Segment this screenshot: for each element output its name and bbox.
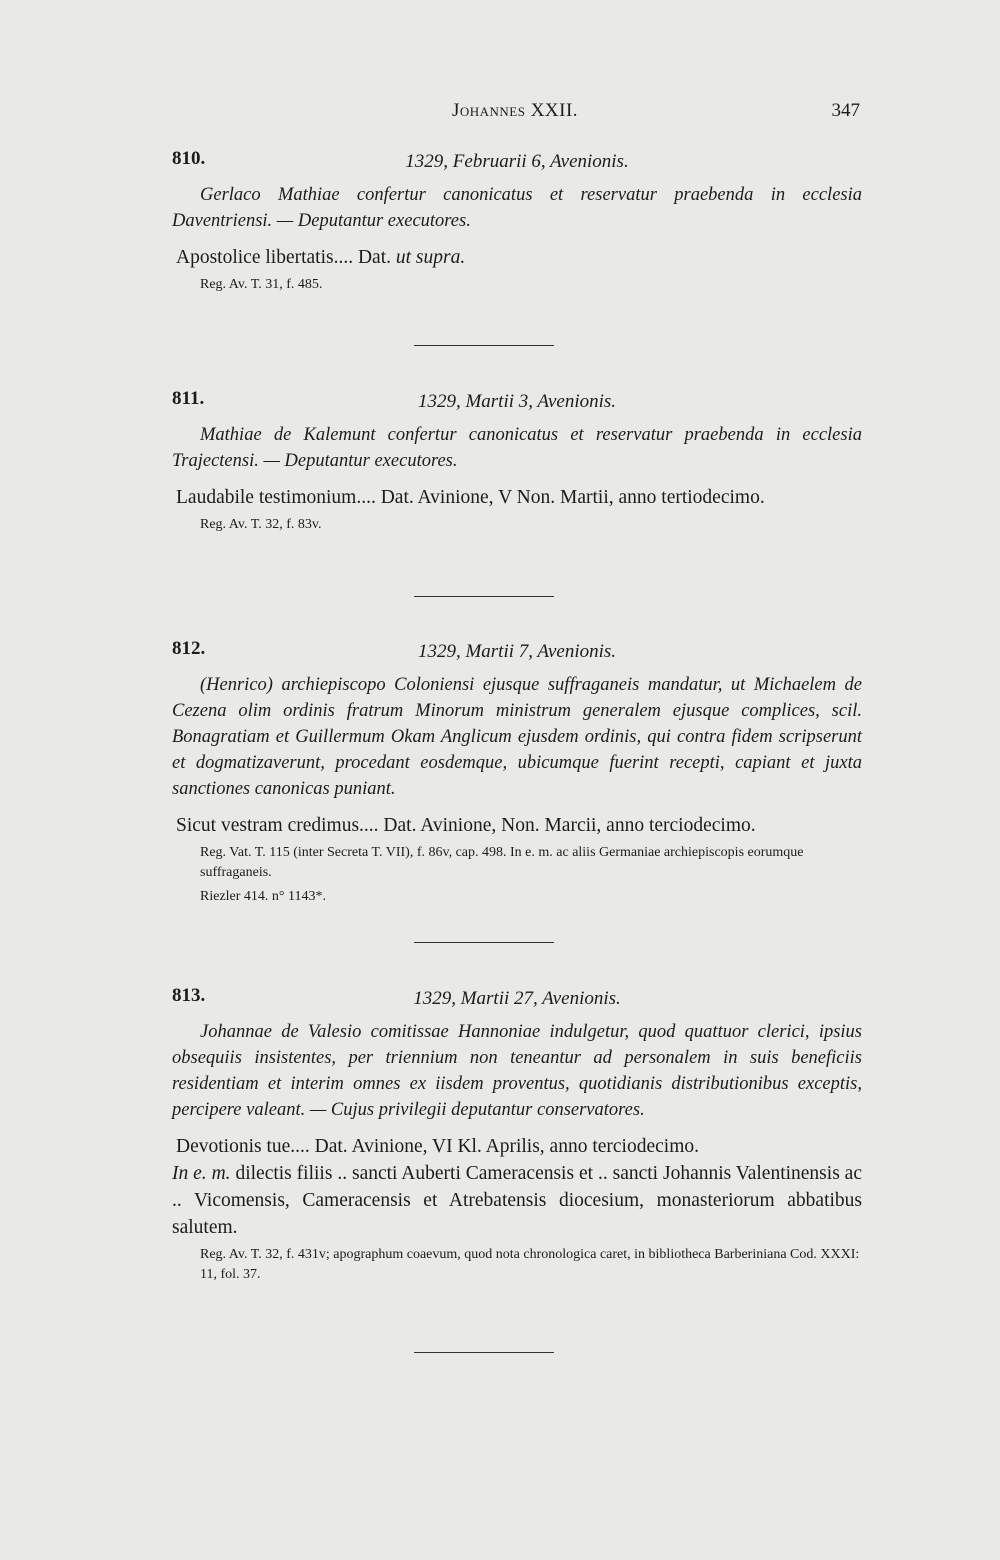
incipit-text: Devotionis tue.... Dat. Avinione, VI Kl. Aprilis, anno terciodecimo. — [176, 1136, 699, 1157]
entry-813 — [172, 985, 862, 1285]
entry-number: 813. — [172, 985, 206, 1006]
entry-reference: Reg. Av. T. 31, f. 485. — [200, 277, 323, 292]
incipit-text: Laudabile testimonium.... Dat. Avinione, V Non. Martii, anno tertiodecimo. — [176, 487, 765, 508]
running-header — [170, 100, 860, 130]
entry-date: 1329, Martii 27, Avenionis. — [413, 988, 621, 1009]
entry-incipit — [172, 812, 862, 839]
entry-812 — [172, 638, 862, 907]
entry-number: 812. — [172, 638, 206, 659]
entry-reference: Reg. Vat. T. 115 (inter Secreta T. VII), f. 86v, cap. 498. In e. m. ac aliis Germaniae archiepiscopis eorumque suffraganeis. — [200, 845, 804, 880]
separator-rule — [414, 596, 554, 597]
running-title-name: Johannes — [451, 100, 526, 121]
entry-summary: (Henrico) archiepiscopo Coloniensi ejusque suffraganeis mandatur, ut Michaelem de Cezena olim ordinis fratrum Minorum ministrum generalem ejusque complices, scil. Bonagratiam et Guillermum Okam Anglicum ejusdem ordinis, qui contra fidem scripserunt et dogmatizaverunt, procedant eosdemque, ubicumque fuerint recepti, capiant et juxta sanctiones canonicas puniant. — [172, 675, 862, 799]
entry-reference: Reg. Av. T. 32, f. 83v. — [200, 517, 322, 532]
entry-incipit — [172, 244, 862, 271]
entry-date: 1329, Februarii 6, Avenionis. — [405, 151, 629, 172]
running-title-number: XXII. — [530, 100, 579, 121]
entry-811 — [172, 388, 862, 535]
entry-number: 810. — [172, 148, 206, 169]
separator-rule — [414, 942, 554, 943]
incipit-continuation: dilectis filiis .. sancti Auberti Cameracensis et .. sancti Johannis Valentinensis ac .. Vicomensis, Cameracensis et Atrebatensis diocesium, monasteriorum abbatibus salutem. — [172, 1163, 862, 1238]
entry-summary: Mathiae de Kalemunt confertur canonicatus et reservatur praebenda in ecclesia Trajectensi. — Deputantur executores. — [172, 425, 862, 471]
incipit-italic: ut supra. — [395, 247, 466, 268]
entry-reference-secondary: Riezler 414. n° 1143*. — [200, 889, 326, 904]
entry-incipit — [172, 484, 862, 511]
separator-rule — [414, 1352, 554, 1353]
entry-date: 1329, Martii 7, Avenionis. — [417, 641, 617, 662]
running-title — [170, 100, 860, 122]
entry-incipit — [172, 1133, 862, 1241]
entry-number: 811. — [172, 388, 205, 409]
page-number: 347 — [831, 100, 860, 121]
entry-date: 1329, Martii 3, Avenionis. — [417, 391, 617, 412]
entry-summary: Gerlaco Mathiae confertur canonicatus et reservatur praebenda in ecclesia Daventriensi. — Deputantur executores. — [172, 185, 862, 231]
incipit-text: Apostolice libertatis.... Dat. — [176, 247, 391, 268]
entry-810 — [172, 148, 862, 295]
entry-reference: Reg. Av. T. 32, f. 431v; apographum coaevum, quod nota chronologica caret, in bibliotheca Barberiniana Cod. XXXI: 11, fol. 37. — [200, 1247, 860, 1282]
separator-rule — [414, 345, 554, 346]
entry-summary: Johannae de Valesio comitissae Hannoniae indulgetur, quod quattuor clerici, ipsius obsequiis insistentes, per triennium non teneantur ad personalem in suis beneficiis residentiam et interim omnes ex iisdem proventus, quotidianis distributionibus exceptis, percipere valeant. — Cujus privilegii deputantur conservatores. — [172, 1022, 862, 1120]
incipit-text: Sicut vestram credimus.... Dat. Avinione, Non. Marcii, anno terciodecimo. — [176, 815, 756, 836]
incipit-italic: In e. m. — [172, 1163, 231, 1184]
